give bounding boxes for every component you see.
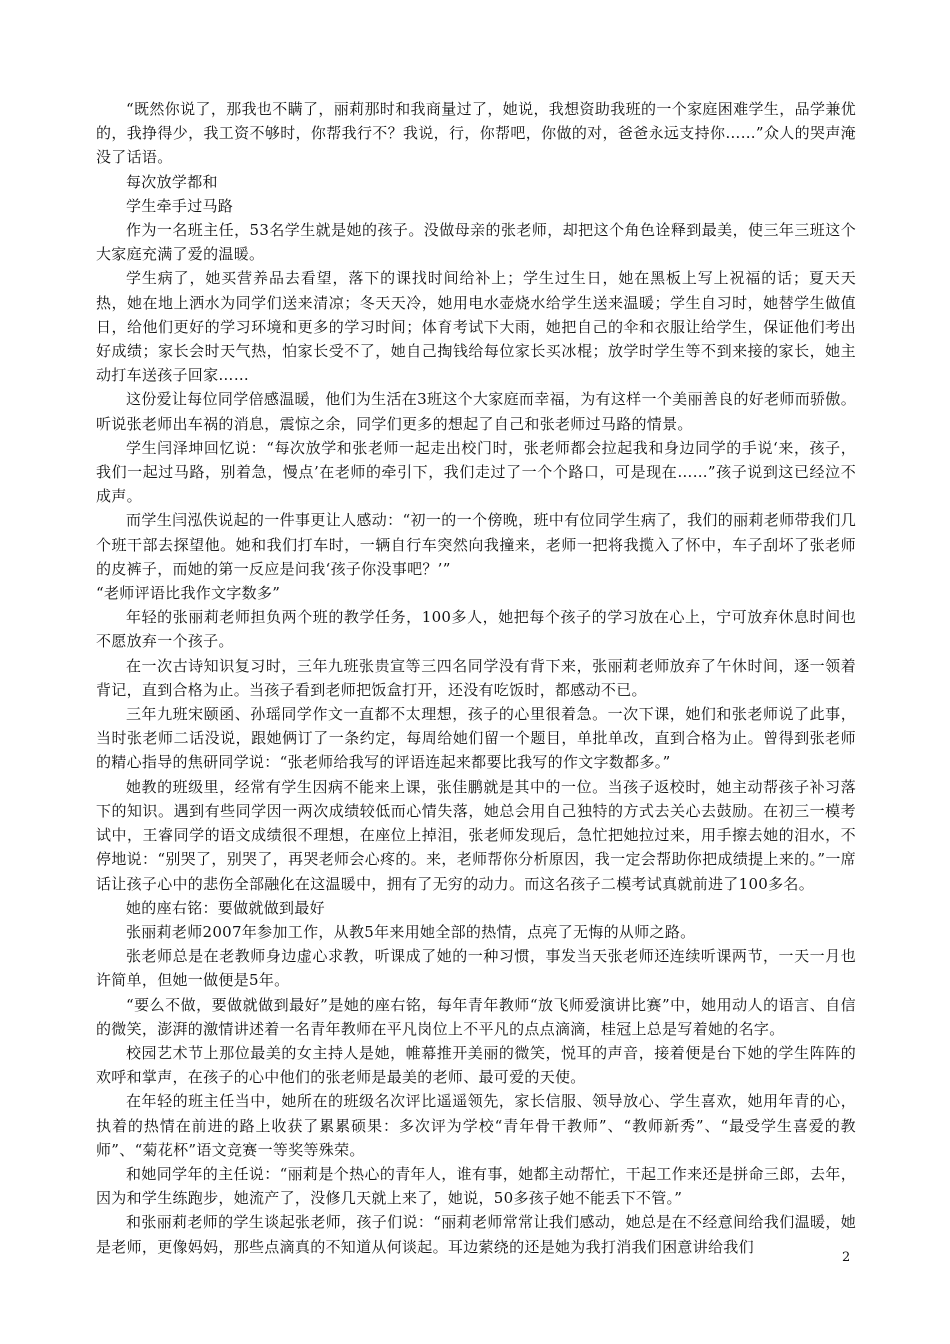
paragraph: 年轻的张丽莉老师担负两个班的教学任务，100多人，她把每个孩子的学习放在心上，宁可放弃休息时间也不愿放弃一个孩子。 (96, 608, 856, 651)
paragraph: 学生闫泽坤回忆说：“每次放学和张老师一起走出校门时，张老师都会拉起我和身边同学的手说‘来，孩子，我们一起过马路，别着急，慢点’在老师的牵引下，我们走过了一个个路口，可是现在……”孩子说到这已经泣不成声。 (96, 438, 856, 506)
paragraph: 她教的班级里，经常有学生因病不能来上课，张佳鹏就是其中的一位。当孩子返校时，她主动帮孩子补习落下的知识。遇到有些同学因一两次成绩较低而心情失落，她总会用自己独特的方式去关心去鼓励。在初三一模考试中，王睿同学的语文成绩很不理想，在座位上掉泪，张老师发现后，急忙把她拉过来，用手擦去她的泪水，不停地说：“别哭了，别哭了，再哭老师会心疼的。来，老师帮你分析原因，我一定会帮助你把成绩提上来的。”一席话让孩子心中的悲伤全部融化在这温暖中，拥有了无穷的动力。而这名孩子二模考试真就前进了100多名。 (96, 777, 856, 893)
paragraph: 和她同学年的主任说：“丽莉是个热心的青年人，谁有事，她都主动帮忙，干起工作来还是拼命三郎，去年，因为和学生练跑步，她流产了，没修几天就上来了，她说，50多孩子她不能丢下不管。” (96, 1164, 856, 1208)
paragraph: 她的座右铭：要做就做到最好 (126, 898, 325, 917)
paragraph: 每次放学都和 (126, 172, 218, 191)
paragraph: 这份爱让每位同学倍感温暖，他们为生活在3班这个大家庭而幸福，为有这样一个美丽善良的好老师而骄傲。听说张老师出车祸的消息，震惊之余，同学们更多的想起了自己和张老师过马路的情景。 (96, 390, 856, 433)
paragraph: “要么不做，要做就做到最好”是她的座右铭，每年青年教师“放飞师爱演讲比赛”中，她用动人的语言、自信的微笑，澎湃的激情讲述着一名青年教师在平凡岗位上不平凡的点点滴滴，桂冠上总是写着她的名字。 (96, 995, 856, 1038)
paragraph: 在年轻的班主任当中，她所在的班级名次评比遥遥领先，家长信服、领导放心、学生喜欢，她用年青的心，执着的热情在前进的路上收获了累累硕果：多次评为学校“青年骨干教师”、“教师新秀”、“最受学生喜爱的教师”、“菊花杯”语文竞赛一等奖等殊荣。 (96, 1092, 856, 1159)
paragraph: 张老师总是在老教师身边虚心求教，听课成了她的一种习惯，事发当天张老师还连续听课两节，一天一月也许简单，但她一做便是5年。 (96, 947, 856, 990)
paragraph: 而学生闫泓佚说起的一件事更让人感动：“初一的一个傍晚，班中有位同学生病了，我们的丽莉老师带我们几个班干部去探望他。她和我们打车时，一辆自行车突然向我撞来，老师一把将我揽入了怀中，车子刮坏了张老师的皮裤子，而她的第一反应是问我‘孩子你没事吧？’” (96, 511, 856, 578)
page-number: 2 (842, 1250, 851, 1265)
article-body (96, 97, 856, 1259)
paragraph: “既然你说了，那我也不瞒了，丽莉那时和我商量过了，她说，我想资助我班的一个家庭困难学生，品学兼优的，我挣得少，我工资不够时，你帮我行不？我说，行，你帮吧，你做的对，爸爸永远支持你……”众人的哭声淹没了话语。 (96, 100, 856, 167)
paragraph: 三年九班宋颐函、孙瑶同学作文一直都不太理想，孩子的心里很着急。一次下课，她们和张老师说了此事，当时张老师二话没说，跟她俩订了一条约定，每周给她们留一个题目，单批单改，直到合格为止。曾得到张老师的精心指导的焦研同学说：“张老师给我写的评语连起来都要比我写的作文字数都多。” (96, 705, 856, 772)
paragraph: 作为一名班主任，53名学生就是她的孩子。没做母亲的张老师，却把这个角色诠释到最美，使三年三班这个大家庭充满了爱的温暖。 (96, 221, 856, 264)
paragraph: “老师评语比我作文字数多” (96, 584, 281, 603)
paragraph: 在一次古诗知识复习时，三年九班张贵宣等三四名同学没有背下来，张丽莉老师放弃了午休时间，逐一领着背记，直到合格为止。当孩子看到老师把饭盒打开，还没有吃饭时，都感动不已。 (96, 656, 856, 699)
paragraph: 学生牵手过马路 (126, 196, 234, 215)
paragraph: 学生病了，她买营养品去看望，落下的课找时间给补上；学生过生日，她在黑板上写上祝福的话；夏天天热，她在地上洒水为同学们送来清凉；冬天天冷，她用电水壶烧水给学生送来温暖；学生自习时，她替学生做值日，给他们更好的学习环境和更多的学习时间；体育考试下大雨，她把自己的伞和衣服让给学生，保证他们考出好成绩；家长会时天气热，怕家长受不了，她自己掏钱给每位家长买冰棍；放学时学生等不到来接的家长，她主动打车送孩子回家…… (96, 269, 856, 385)
paragraph: 张丽莉老师2007年参加工作，从教5年来用她全部的热情，点亮了无悔的从师之路。 (126, 922, 696, 941)
paragraph: 和张丽莉老师的学生谈起张老师，孩子们说：“丽莉老师常常让我们感动，她总是在不经意间给我们温暖，她是老师，更像妈妈，那些点滴真的不知道从何谈起。耳边萦绕的还是她为我打消我们困意讲给我们 (96, 1213, 856, 1256)
paragraph: 校园艺术节上那位最美的女主持人是她，帷幕推开美丽的微笑，悦耳的声音，接着便是台下她的学生阵阵的欢呼和掌声，在孩子的心中他们的张老师是最美的老师、最可爱的天使。 (96, 1043, 856, 1087)
